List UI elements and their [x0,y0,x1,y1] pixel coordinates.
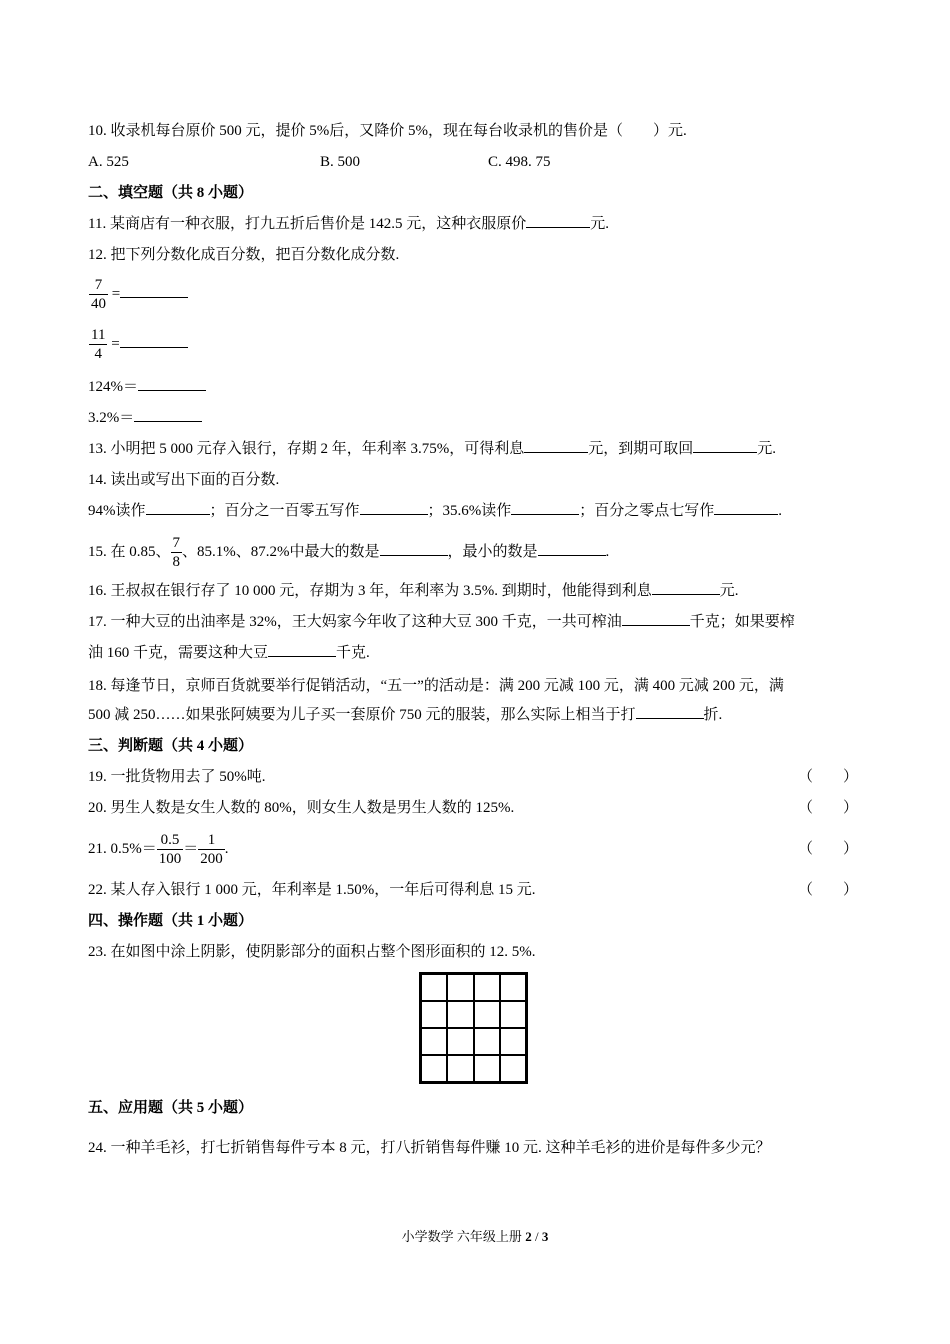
answer-blank[interactable] [524,452,588,453]
q13-text: 13. 小明把 5 000 元存入银行，存期 2 年，年利率 3.75%，可得利息 [88,441,525,457]
q14-item-a: 94%读作 [88,503,146,519]
equals-sign: = [111,285,121,302]
equals-sign: ＝ [183,840,199,857]
grid-cell[interactable] [447,1055,473,1082]
answer-blank[interactable] [526,227,590,228]
q18-text-2: 500 减 250……如果张阿姨要为儿子买一套原价 750 元的服装，那么实际上相当于打 [88,707,636,723]
answer-blank[interactable] [120,297,188,298]
question-18-line-2 [88,705,722,725]
answer-blank[interactable] [636,718,704,719]
grid-cell[interactable] [421,1055,447,1082]
answer-blank[interactable] [360,514,428,515]
fraction-row-2 [89,326,188,363]
q15-mid2: ，最小的数是 [447,543,538,560]
grid-cell[interactable] [421,974,447,1001]
q15-end: . [605,543,610,560]
q17-text-2: 油 160 千克，需要这种大豆 [88,645,269,661]
q14-item-c: ；35.6%读作 [427,503,512,519]
percent-row-2 [88,408,202,428]
q14-item-d: ；百分之零点七写作 [579,503,715,519]
fraction-1-200: $\frac{1}{200}$ [200,832,223,867]
answer-blank[interactable] [380,555,448,556]
answer-blank[interactable] [511,514,579,515]
grid-cell[interactable] [447,974,473,1001]
fraction-11-4: $\frac{11}{4}$ [91,327,106,362]
q13-mid: 元，到期可取回 [588,441,694,457]
percent-124: 124%＝ [88,379,138,395]
question-17-line-2 [88,643,370,663]
answer-parentheses[interactable]: （ ） [798,800,859,816]
section-application-heading: 五、应用题（共 5 小题） [88,1100,254,1116]
question-16 [88,581,739,601]
answer-blank[interactable] [693,452,757,453]
shading-grid[interactable] [419,972,528,1084]
answer-parentheses[interactable]: （ ） [798,841,859,857]
grid-cell[interactable] [474,1001,500,1028]
fraction-row-1 [89,276,188,313]
option-b: B. 500 [320,154,361,170]
grid-cell[interactable] [421,1001,447,1028]
q17-text: 17. 一种大豆的出油率是 32%，王大妈家今年收了这种大豆 300 千克，一共可榨油 [88,614,622,630]
question-22: 22. 某人存入银行 1 000 元，年利率是 1.50%，一年后可得利息 15 元. [88,882,536,898]
page-total: 3 [541,1229,549,1244]
q11-text: 11. 某商店有一种衣服，打九五折后售价是 142.5 元，这种衣服原价 [88,216,527,232]
fraction-7-40: $\frac{7}{40}$ [91,277,106,312]
fraction-7-8: $\frac{7}{8}$ [172,535,181,570]
grid-cell[interactable] [474,1028,500,1055]
q17-mid: 千克；如果要榨 [689,614,795,630]
page-number: 2 [525,1229,532,1244]
percent-3-2: 3.2%＝ [88,410,135,426]
section-judgment-heading: 三、判断题（共 4 小题） [88,738,254,754]
q16-unit: 元. [719,583,739,599]
option-c: C. 498. 75 [488,154,551,170]
q14-end: . [778,503,783,519]
answer-blank[interactable] [652,594,720,595]
grid-cell[interactable] [447,1028,473,1055]
grid-cell[interactable] [500,1001,526,1028]
q11-unit: 元. [590,216,609,232]
grid-cell[interactable] [421,1028,447,1055]
q13-unit: 元. [757,441,777,457]
q17-unit: 千克. [336,645,370,661]
question-14: 14. 读出或写出下面的百分数. [88,472,280,488]
q18-unit: 折. [703,707,723,723]
answer-blank[interactable] [146,514,210,515]
question-11 [88,214,609,234]
grid-cell[interactable] [500,1028,526,1055]
question-23: 23. 在如图中涂上阴影，使阴影部分的面积占整个图形面积的 12. 5%. [88,944,536,960]
question-20: 20. 男生人数是女生人数的 80%，则女生人数是男生人数的 125%. [88,800,515,816]
grid-cell[interactable] [447,1001,473,1028]
question-15 [88,534,609,571]
question-13 [88,439,776,459]
grid-cell[interactable] [500,974,526,1001]
percent-row-1 [88,377,206,397]
page-separator: / [531,1229,542,1244]
option-a: A. 525 [88,154,129,170]
question-17-line-1 [88,612,795,632]
q15-text: 15. 在 0.85、 [88,543,171,560]
question-21 [88,831,229,868]
q16-text: 16. 王叔叔在银行存了 10 000 元，存期为 3 年，年利率为 3.5%. 到期时，他能得到利息 [88,583,652,599]
answer-blank[interactable] [538,555,606,556]
question-12: 12. 把下列分数化成百分数，把百分数化成分数. [88,247,400,263]
question-18-line-1: 18. 每逢节日，京师百货就要举行促销活动，“五一”的活动是：满 200 元减 100 元，满 400 元减 200 元，满 [88,678,784,694]
answer-blank[interactable] [268,656,336,657]
footer-label: 小学数学 六年级上册 [401,1229,526,1244]
equals-sign: = [111,335,120,352]
answer-parentheses[interactable]: （ ） [798,882,859,898]
question-19: 19. 一批货物用去了 50%吨. [88,769,266,785]
question-10: 10. 收录机每台原价 500 元，提价 5%后，又降价 5%，现在每台收录机的售价是（ ）元. [88,123,687,139]
answer-blank[interactable] [622,625,690,626]
grid-cell[interactable] [500,1055,526,1082]
q21-text: 21. 0.5%＝ [88,840,157,857]
section-operation-heading: 四、操作题（共 1 小题） [88,913,254,929]
question-14-items [88,501,782,521]
answer-blank[interactable] [714,514,778,515]
page-footer [0,1226,950,1245]
answer-blank[interactable] [134,421,202,422]
answer-parentheses[interactable]: （ ） [798,769,859,785]
question-24: 24. 一种羊毛衫，打七折销售每件亏本 8 元，打八折销售每件赚 10 元. 这种羊毛衫的进价是每件多少元？ [88,1140,771,1156]
answer-blank[interactable] [138,390,206,391]
section-fill-blank-heading: 二、填空题（共 8 小题） [88,185,254,201]
q14-item-b: ；百分之一百零五写作 [209,503,360,519]
answer-blank[interactable] [120,347,188,348]
q15-mid: 、85.1%、87.2%中最大的数是 [182,543,380,560]
grid-cell[interactable] [474,1055,500,1082]
fraction-0-5-100: $\frac{0.5}{100}$ [158,832,182,867]
grid-cell[interactable] [474,974,500,1001]
q21-end: . [224,840,229,857]
